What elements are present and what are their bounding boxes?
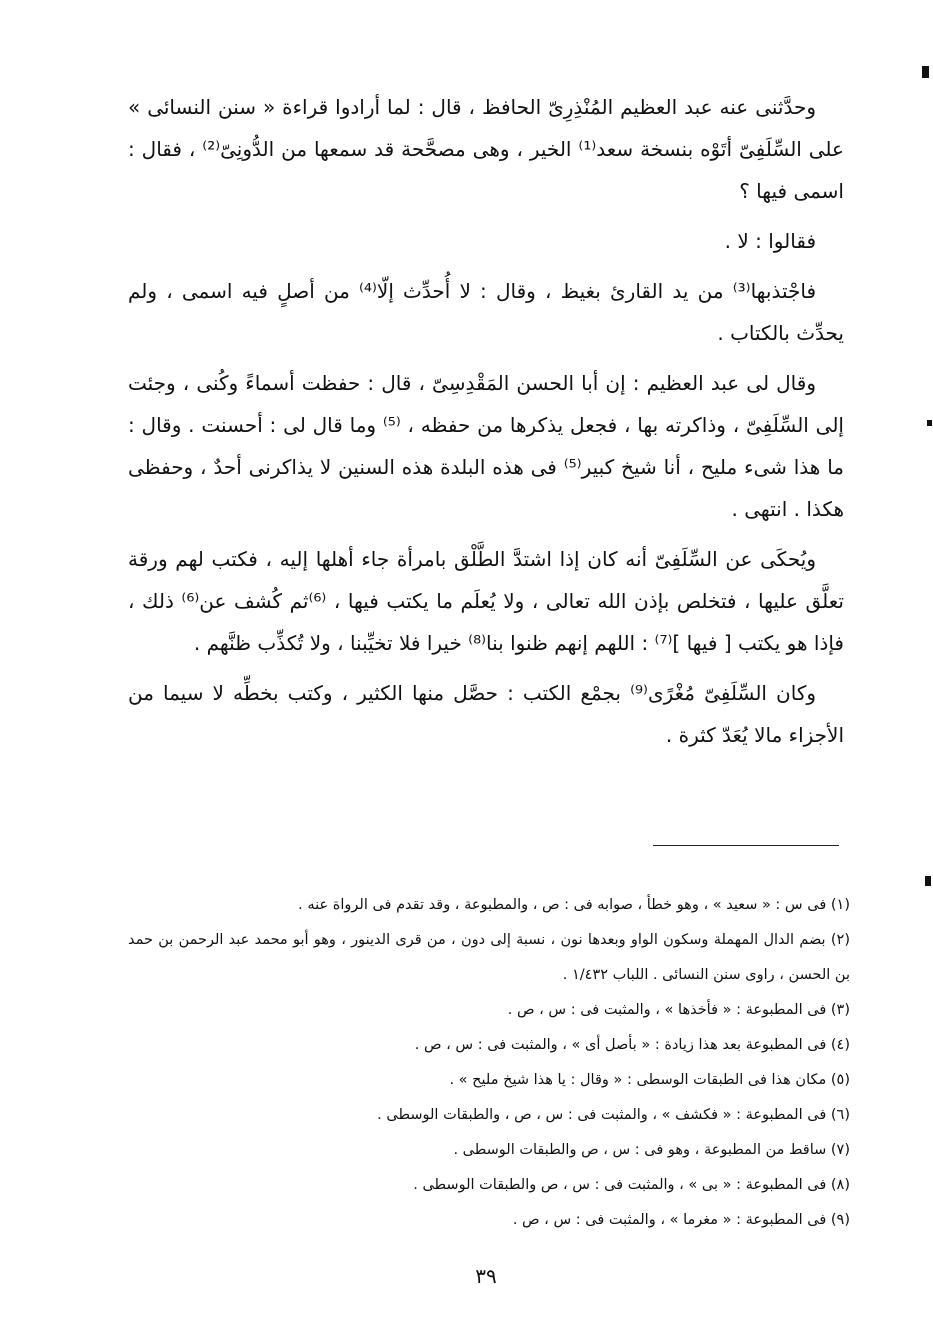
- footnote: (١) فى س : « سعيد » ، وهو خطأ ، صوابه فى : ص ، والمطبوعة ، وقد تقدم فى الرواة عنه .: [298, 897, 850, 913]
- footnote: (٩) فى المطبوعة : « مغرما » ، والمثبت فى : س ، ص .: [512, 1212, 850, 1228]
- footnote: (٨) فى المطبوعة : « بى » ، والمثبت فى : س ، ص والطبقات الوسطى .: [413, 1177, 850, 1193]
- footnote: (٣) فى المطبوعة : « فأخذها » ، والمثبت فى : س ، ص .: [507, 1002, 850, 1018]
- footnote: (٤) فى المطبوعة بعد هذا زيادة : « بأصل أى » ، والمثبت فى : س ، ص .: [414, 1037, 850, 1053]
- footnote: (٧) ساقط من المطبوعة ، وهو فى : س ، ص والطبقات الوسطى .: [453, 1142, 850, 1158]
- paragraph: وكان السِّلَفِىّ مُغْرًى⁽⁹⁾ بجمْع الكتب : حصَّل منها الكثير ، وكتب بخطِّه لا سيما من الأجزاء مالا يُعَدّ كثرة .: [128, 681, 844, 747]
- paragraph: ويُحكَى عن السِّلَفِىّ أنه كان إذا اشتدَّ الطَّلْق بامرأة جاء أهلها إليه ، فكتب لهم ورقة تعلَّق عليها ، فتخلص بإذن الله تعالى ، ولا يُعلَم ما يكتب فيها ، ⁽⁶⁾ثم كُشف عن⁽⁶⁾ ذلك ، فإذا هو يكتب [ فيها ]⁽⁷⁾ : اللهم إنهم ظنوا بنا⁽⁸⁾ خيرا فلا تخيِّبنا ، ولا تُكذِّب ظنَّهم .: [128, 547, 845, 655]
- footnote-separator: [653, 845, 839, 846]
- margin-mark: [925, 876, 931, 886]
- margin-mark: [922, 66, 929, 78]
- paragraph: فاجْتذبها⁽³⁾ من يد القارئ بغيظ ، وقال : لا أُحدِّث إلّا⁽⁴⁾ من أصلٍ فيه اسمى ، ولم يحدِّث بالكتاب .: [128, 279, 844, 345]
- page-number: ٣٩: [475, 1264, 497, 1288]
- margin-mark: [927, 420, 932, 426]
- footnotes: [128, 888, 850, 1238]
- paragraph: فقالوا : لا .: [724, 229, 816, 253]
- footnote: (٥) مكان هذا فى الطبقات الوسطى : « وقال : يا هذا شيخ مليح » .: [449, 1072, 850, 1088]
- main-text: [128, 86, 844, 764]
- paragraph: وقال لى عبد العظيم : إن أبا الحسن المَقْدِسِىّ ، قال : حفظت أسماءً وكُنى ، وجئت إلى السِّلَفِىّ ، وذاكرته بها ، فجعل يذكرها من حفظه ، ⁽⁵⁾ وما قال لى : أحسنت . وقال : ما هذا شىء مليح ، أنا شيخ كبير⁽⁵⁾ فى هذه البلدة هذه السنين لا يذاكرنى أحدٌ ، وحفظى هكذا . انتهى .: [128, 371, 845, 521]
- paragraph: وحدَّثنى عنه عبد العظيم المُنْذِرِىّ الحافظ ، قال : لما أرادوا قراءة « سنن النسائى » على السِّلَفِىّ أتَوْه بنسخة سعد⁽¹⁾ الخير ، وهى مصحَّحة قد سمعها من الدُّونِىّ⁽²⁾ ، فقال : اسمى فيها ؟: [128, 95, 844, 203]
- footnote: (٢) بضم الدال المهملة وسكون الواو وبعدها نون ، نسبة إلى دون ، من قرى الدينور ، وهو أبو محمد عبد الرحمن بن حمد بن الحسن ، راوى سنن النسائى . اللباب ١/٤٣٢ .: [128, 932, 850, 983]
- footnote: (٦) فى المطبوعة : « فكشف » ، والمثبت فى : س ، ص ، والطبقات الوسطى .: [377, 1107, 850, 1123]
